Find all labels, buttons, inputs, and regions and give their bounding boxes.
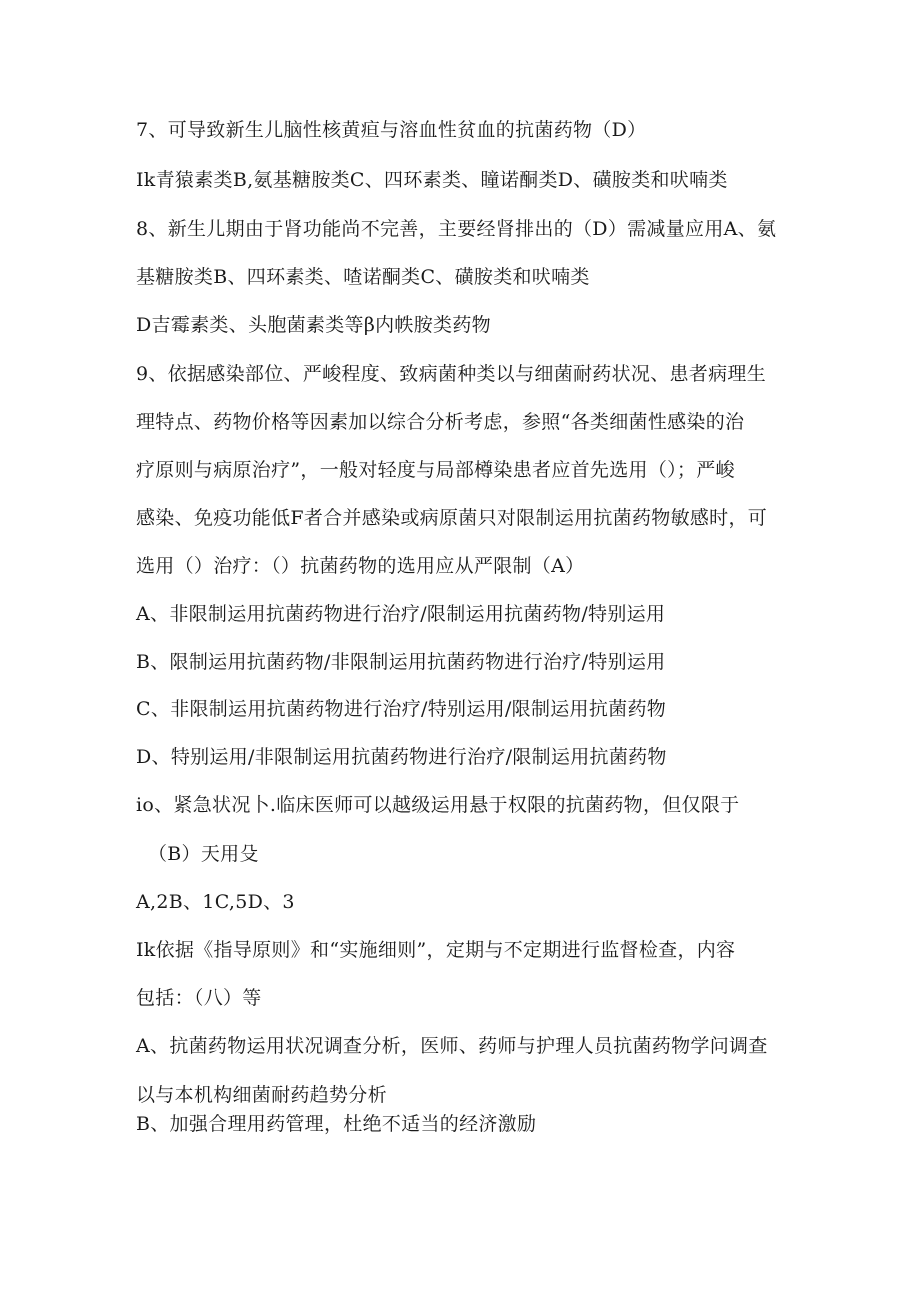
question-11-option-a-line-2: 以与本机构细菌耐药趋势分析 (136, 1084, 387, 1106)
question-8-stem: 8、新生儿期由于肾功能尚不完善，主要经肾排出的（D）需减量应用A、氨 (136, 218, 777, 240)
question-11-option-a-line-1: A、抗菌药物运用状况调查分析，医师、药师与护理人员抗菌药物学问调查 (136, 1035, 768, 1057)
question-9-stem-line-2: 理特点、药物价格等因素加以综合分析考虑，参照“各类细菌性感染的治 (136, 411, 745, 433)
question-11-stem-line-1: Ik依据《指导原则》和“实施细则”，定期与不定期进行监督检查，内容 (136, 939, 736, 961)
question-9-stem-line-5: 选用（）治疗：（）抗菌药物的选用应从严限制（A） (136, 555, 585, 577)
question-9-option-c: C、非限制运用抗菌药物进行治疗/特别运用/限制运用抗菌药物 (136, 698, 667, 720)
question-9-stem-line-1: 9、依据感染部位、严峻程度、致病菌种类以与细菌耐药状况、患者病理生 (136, 363, 766, 385)
question-9-stem-line-3: 疗原则与病原治疗”，一般对轻度与局部樽染患者应首先选用（）；严峻 (136, 459, 735, 481)
question-10-options: A,2B、1C,5D、3 (136, 891, 295, 913)
question-11-stem-line-2: 包括：（八）等 (136, 987, 262, 1009)
question-7-stem: 7、可导致新生儿脑性核黄疸与溶血性贫血的抗菌药物（D） (136, 119, 647, 141)
question-10-stem: io、紧急状况卜.临床医师可以越级运用悬于权限的抗菌药物，但仅限于 (136, 794, 740, 816)
question-11-option-b: B、加强合理用药管理，杜绝不适当的经济激励 (136, 1113, 537, 1135)
question-7-options: Ik青猿素类B,氨基糖胺类C、四环素类、瞳诺酮类D、磺胺类和吠喃类 (136, 169, 728, 191)
question-10-answer: （B）天用殳 (148, 843, 259, 865)
question-9-stem-line-4: 感染、免疫功能低F者合并感染或病原菌只对限制运用抗菌药物敏感时，可 (136, 507, 768, 529)
question-8-options: 基糖胺类B、四环素类、喳诺酮类C、磺胺类和吠喃类 (136, 266, 590, 288)
question-9-option-a: A、非限制运用抗菌药物进行治疗/限制运用抗菌药物/特别运用 (136, 603, 666, 625)
question-9-option-d: D、特别运用/非限制运用抗菌药物进行治疗/限制运用抗菌药物 (136, 746, 667, 768)
question-8-option-d: D吉霉素类、头胞菌素类等β内帙胺类药物 (136, 314, 491, 336)
question-9-option-b: B、限制运用抗菌药物/非限制运用抗菌药物进行治疗/特别运用 (136, 651, 666, 673)
